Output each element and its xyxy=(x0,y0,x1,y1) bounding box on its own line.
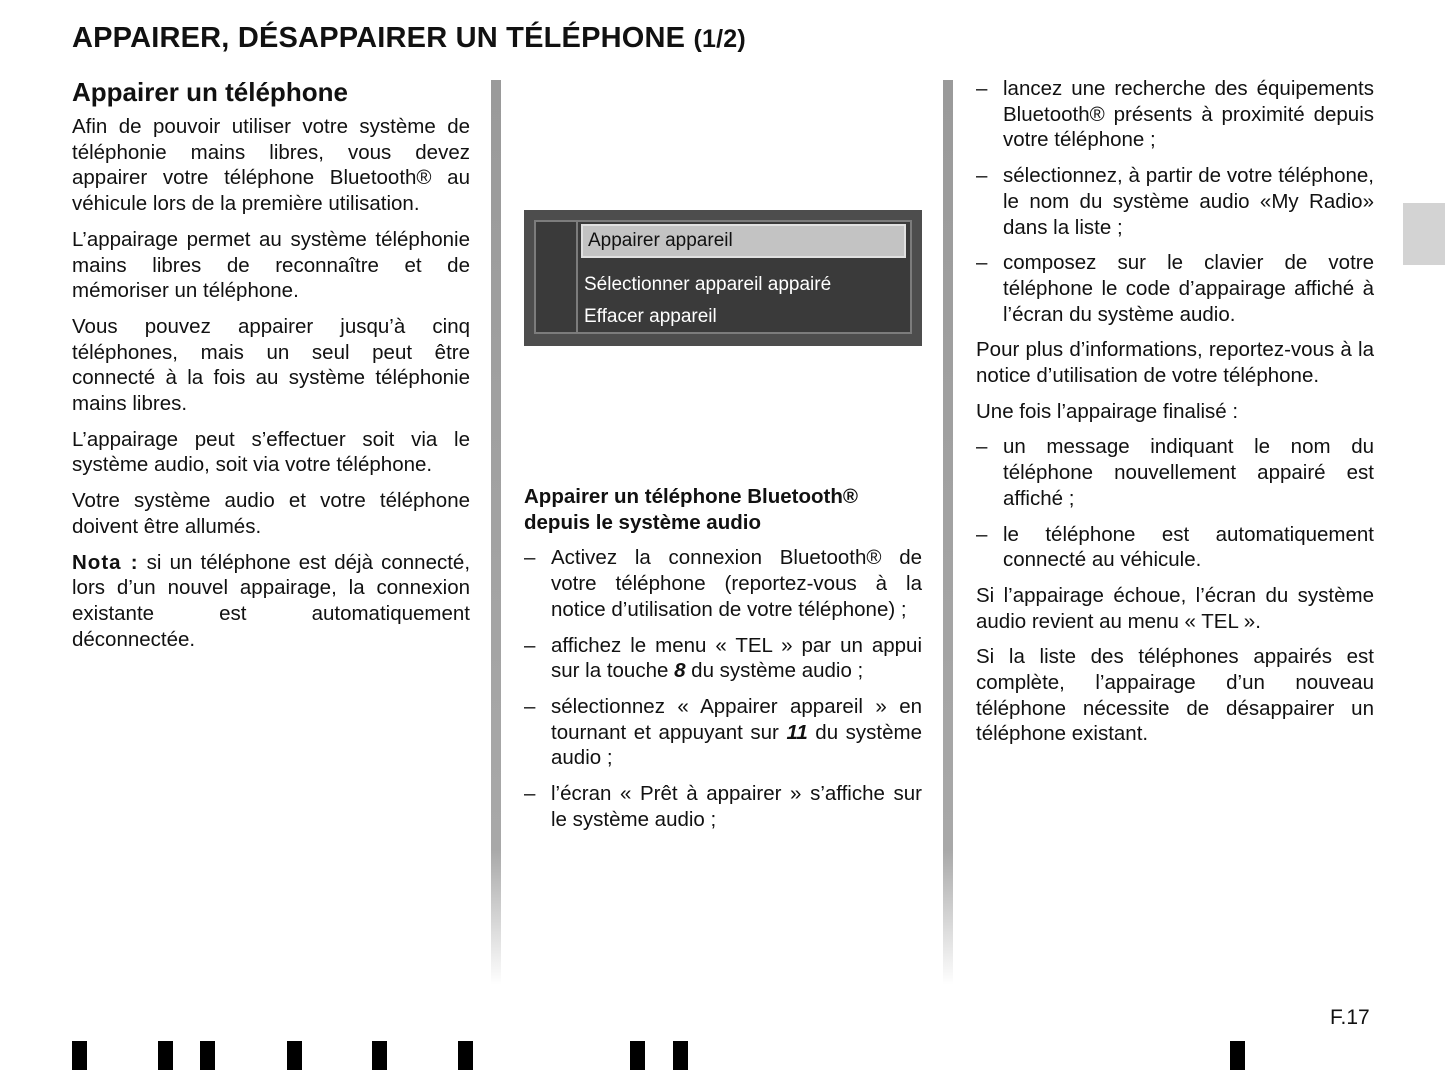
section-heading: Appairer un téléphone xyxy=(72,77,348,107)
audio-screen-illustration xyxy=(524,210,922,346)
item-text: un message indiquant le nom du téléphone nouvellement appairé est affiché ; xyxy=(1003,435,1374,510)
title-suffix: (1/2) xyxy=(693,25,746,53)
registration-mark xyxy=(1230,1041,1245,1070)
list-item xyxy=(976,434,1374,511)
dash-mark: – xyxy=(976,77,988,100)
nota-label: Nota : xyxy=(72,550,139,574)
list-item xyxy=(524,545,922,622)
page-title xyxy=(72,22,746,55)
paragraph: Une fois l’appairage finalisé : xyxy=(976,399,1239,423)
column-right xyxy=(976,76,1374,757)
result-list xyxy=(976,434,1374,573)
column-left xyxy=(72,78,470,662)
dash-mark: – xyxy=(524,694,536,718)
column-middle xyxy=(524,484,922,842)
screen-panel xyxy=(534,220,912,334)
item-text: l’écran « Prêt à appairer » s’affiche sur le système audio ; xyxy=(551,782,922,831)
item-text: affichez le menu « TEL » par un appui sur la touche xyxy=(551,633,922,683)
paragraph: L’appairage peut s’effectuer soit via le système audio, soit via votre téléphone. xyxy=(72,427,470,477)
registration-mark xyxy=(673,1041,688,1070)
nota-paragraph xyxy=(72,550,470,653)
section-tab xyxy=(1403,203,1445,265)
list-item xyxy=(524,694,922,771)
item-text: Activez la connexion Bluetooth® de votre téléphone (reportez-vous à la notice d’utilisation de votre téléphone) ; xyxy=(551,546,922,621)
registration-mark xyxy=(158,1041,173,1070)
steps-list-continued xyxy=(976,76,1374,327)
list-item xyxy=(976,163,1374,240)
paragraph: Vous pouvez appairer jusqu’à cinq téléphones, mais un seul peut être connecté à la fois au système téléphonie mains libres. xyxy=(72,314,470,416)
item-text: sélectionnez « Appairer appareil » en tournant et appuyant sur xyxy=(551,694,922,744)
column-separator xyxy=(943,80,953,985)
menu-item-effacer-appareil: Effacer appareil xyxy=(584,306,717,327)
item-text: lancez une recherche des équipements Bluetooth® présents à proximité depuis votre téléphone ; xyxy=(1003,77,1374,152)
registration-mark xyxy=(200,1041,215,1070)
item-text: du système audio ; xyxy=(685,659,864,683)
list-item xyxy=(976,76,1374,153)
dash-mark: – xyxy=(524,633,536,657)
key-number: 8 xyxy=(674,659,686,683)
list-item xyxy=(976,250,1374,327)
dash-mark: – xyxy=(524,546,536,570)
registration-mark xyxy=(372,1041,387,1070)
registration-mark xyxy=(72,1041,87,1070)
item-text: sélectionnez, à partir de votre téléphone, le nom du système audio «My Radio» dans la liste ; xyxy=(1003,164,1374,239)
paragraph: Si la liste des téléphones appairés est complète, l’appairage d’un nouveau téléphone nécessite de désappairer un téléphone existant. xyxy=(976,645,1374,746)
page-number: F.17 xyxy=(1330,1006,1370,1029)
registration-mark xyxy=(630,1041,645,1070)
screen-side-strip xyxy=(576,222,578,332)
menu-item-appairer-appareil: Appairer appareil xyxy=(581,224,906,258)
list-item xyxy=(524,781,922,832)
list-item xyxy=(976,522,1374,573)
heading-line-2: depuis le système audio xyxy=(524,510,761,534)
title-main: APPAIRER, DÉSAPPAIRER UN TÉLÉPHONE xyxy=(72,22,686,54)
dash-mark: – xyxy=(524,782,536,806)
nota-text: si un téléphone est déjà connecté, lors d’un nouvel appairage, la connexion existante est automatiquement déconnectée. xyxy=(72,550,471,651)
steps-list xyxy=(524,545,922,832)
paragraph: L’appairage permet au système téléphonie mains libres de reconnaître et de mémoriser un téléphone. xyxy=(72,227,470,303)
paragraph: Votre système audio et votre téléphone doivent être allumés. xyxy=(72,489,470,538)
dash-mark: – xyxy=(976,522,988,546)
heading-line-1: Appairer un téléphone Bluetooth® xyxy=(524,485,858,508)
item-text: du système audio ; xyxy=(551,720,922,770)
paragraph: Pour plus d’informations, reportez-vous à la notice d’utilisation de votre téléphone. xyxy=(976,338,1374,388)
dash-mark: – xyxy=(976,164,988,188)
paragraph: Afin de pouvoir utiliser votre système de téléphonie mains libres, vous devez appairer votre téléphone Bluetooth® au véhicule lors de la première utilisation. xyxy=(72,115,470,216)
list-item xyxy=(524,633,922,684)
item-text: le téléphone est automatiquement connecté au véhicule. xyxy=(1003,522,1374,572)
item-text: composez sur le clavier de votre téléphone le code d’appairage affiché à l’écran du système audio. xyxy=(1003,251,1374,326)
subsection-heading xyxy=(524,484,922,535)
column-separator xyxy=(491,80,501,985)
dash-mark: – xyxy=(976,435,988,459)
registration-mark xyxy=(458,1041,473,1070)
key-number: 11 xyxy=(786,720,808,744)
registration-mark xyxy=(287,1041,302,1070)
paragraph: Si l’appairage échoue, l’écran du système audio revient au menu « TEL ». xyxy=(976,583,1374,633)
menu-item-selectionner-appareil: Sélectionner appareil appairé xyxy=(584,274,832,295)
dash-mark: – xyxy=(976,251,988,275)
